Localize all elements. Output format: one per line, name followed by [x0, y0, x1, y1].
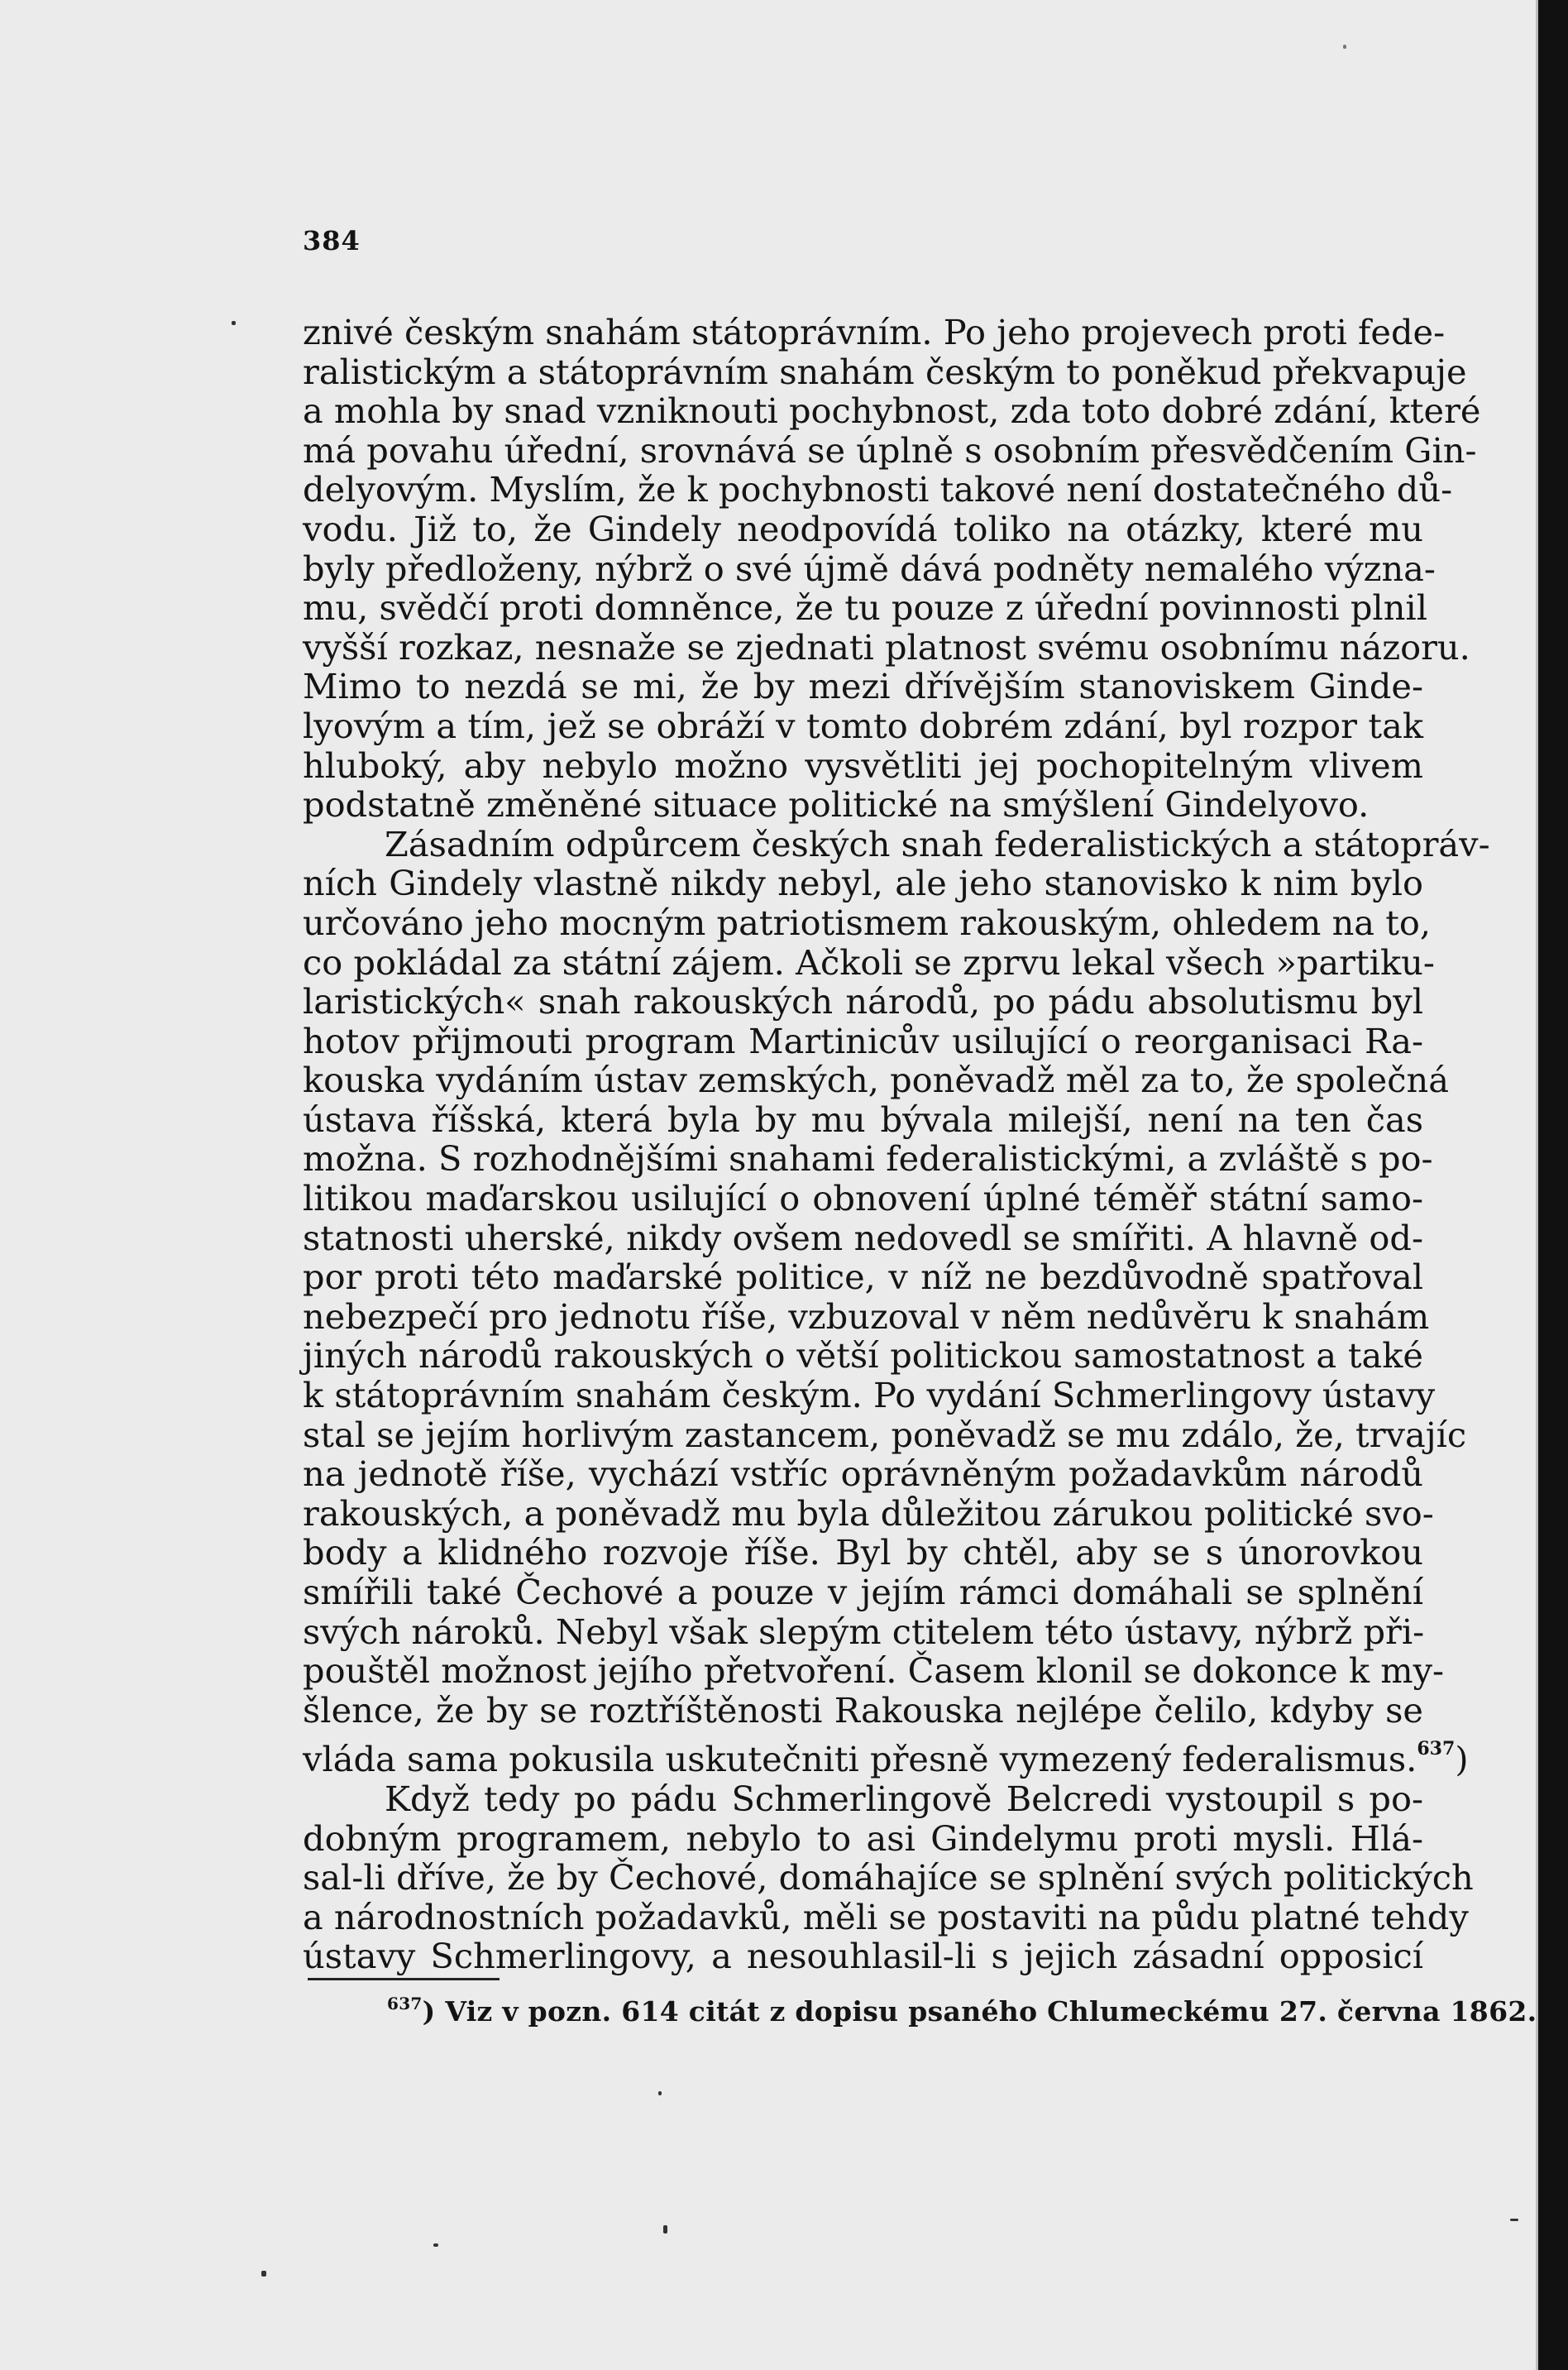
- scan-speck: [658, 2091, 662, 2095]
- text-line: byly předloženy, nýbrž o své újmě dává podněty nemalého význa-: [303, 548, 1436, 589]
- text-line: svých nároků. Nebyl však slepým ctitelem této ústavy, nýbrž při-: [303, 1611, 1425, 1652]
- text-line: hotov přijmouti program Martinicův usilující o reorganisaci Ra-: [303, 1020, 1423, 1061]
- text-line: Mimo to nezdá se mi, že by mezi dřívějším stanoviskem Ginde-: [303, 666, 1423, 707]
- text-line-with-footnote: [303, 1730, 1469, 1780]
- body-text: [303, 312, 1490, 1977]
- text-line: rakouských, a poněvadž mu byla důležitou zárukou politické svo-: [303, 1492, 1434, 1534]
- text-line: podstatně změněné situace politické na smýšlení Gindelyovo.: [303, 784, 1370, 826]
- scan-speck: [1510, 2219, 1518, 2221]
- scan-speck: [433, 2243, 438, 2247]
- text-line: vyšší rozkaz, nesnaže se zjednati platnost svému osobnímu názoru.: [303, 626, 1470, 668]
- text-line: Zásadním odpůrcem českých snah federalistických a státopráv-: [385, 823, 1490, 864]
- text-line: litikou maďarskou usilující o obnovení úplné téměř státní samo-: [303, 1178, 1423, 1219]
- text-line: ústava říšská, která byla by mu bývala milejší, není na ten čas: [303, 1099, 1423, 1140]
- text-line: delyovým. Myslím, že k pochybnosti takové není dostatečného dů-: [303, 469, 1453, 510]
- text-line: na jednotě říše, vychází vstříc oprávněným požadavkům národů: [303, 1453, 1423, 1495]
- footnote-text: Viz v pozn. 614 citát z dopisu psaného Chlumeckému 27. června 1862.: [445, 1995, 1537, 2028]
- footnote-divider: [308, 1978, 500, 1980]
- text-line: jiných národů rakouských o větší politickou samostatnost a také: [303, 1335, 1423, 1377]
- paragraph-3: [303, 1778, 1474, 1977]
- text-line: statnosti uherské, nikdy ovšem nedovedl se smířiti. A hlavně od-: [303, 1217, 1423, 1258]
- footnote-reference: 637: [1417, 1738, 1456, 1760]
- text-line: co pokládal za státní zájem. Ačkoli se zprvu lekal všech »partiku-: [303, 941, 1435, 983]
- text-line: hluboký, aby nebylo možno vysvětliti jej pochopitelným vlivem: [303, 745, 1423, 786]
- footnote-mark: 637: [387, 1994, 423, 2013]
- text-line: určováno jeho mocným patriotismem rakouským, ohledem na to,: [303, 902, 1432, 943]
- text-line: por proti této maďarské politice, v níž ne bezdůvodně spatřoval: [303, 1257, 1423, 1298]
- scan-speck: [1343, 45, 1346, 49]
- text-line: ních Gindely vlastně nikdy nebyl, ale jeho stanovisko k nim bylo: [303, 863, 1423, 904]
- text-line: laristických« snah rakouských národů, po pádu absolutismu byl: [303, 981, 1423, 1022]
- text-line: dobným programem, nebylo to asi Gindelymu proti mysli. Hlá-: [303, 1817, 1423, 1859]
- text-line: nebezpečí pro jednotu říše, vzbuzoval v něm nedůvěru k snahám: [303, 1295, 1430, 1337]
- text-line: mu, svědčí proti domněnce, že tu pouze z úřední povinnosti plnil: [303, 587, 1427, 629]
- text-line: sal-li dříve, že by Čechové, domáhajíce se splnění svých politických: [303, 1857, 1474, 1898]
- text-line: vodu. Již to, že Gindely neodpovídá toliko na otázky, které mu: [303, 508, 1423, 549]
- scan-speck: [663, 2225, 667, 2234]
- closing-paren: ): [1455, 1739, 1469, 1780]
- text-line: lyovým a tím, jež se obráží v tomto dobrém zdání, byl rozpor tak: [303, 705, 1423, 746]
- text-line: smířili také Čechové a pouze v jejím rámci domáhali se splnění: [303, 1572, 1423, 1612]
- text-line: ústavy Schmerlingovy, a nesouhlasil-li s jejich zásadní opposicí: [303, 1936, 1423, 1977]
- paragraph-1: [303, 312, 1481, 826]
- text-line: ralistickým a státoprávním snahám českým to poněkud překvapuje: [303, 351, 1467, 392]
- paragraph-2: [303, 823, 1490, 1780]
- page-number: 384: [303, 225, 361, 256]
- footnote-paren: ): [422, 1995, 436, 2028]
- footnote: [387, 1994, 1537, 2028]
- text-line: body a klidného rozvoje říše. Byl by chtěl, aby se s únorovkou: [303, 1532, 1423, 1573]
- text-line-content: vláda sama pokusila uskutečniti přesně vymezený federalismus.: [303, 1739, 1417, 1780]
- scan-speck: [232, 321, 236, 325]
- scan-speck: [261, 2271, 266, 2277]
- text-line: šlence, že by se roztříštěnosti Rakouska nejlépe čelilo, kdyby se: [303, 1689, 1423, 1731]
- scan-border: [1538, 0, 1568, 2370]
- text-line: a národnostních požadavků, měli se postaviti na půdu platné tehdy: [303, 1896, 1469, 1937]
- text-line: a mohla by snad vzniknouti pochybnost, zda toto dobré zdání, které: [303, 390, 1481, 432]
- text-line: má povahu úřední, srovnává se úplně s osobním přesvědčením Gin-: [303, 429, 1477, 471]
- text-line: znivé českým snahám státoprávním. Po jeho projevech proti fede-: [303, 312, 1446, 352]
- text-line: kouska vydáním ústav zemských, poněvadž měl za to, že společná: [303, 1060, 1449, 1101]
- text-line: k státoprávním snahám českým. Po vydání Schmerlingovy ústavy: [303, 1375, 1436, 1416]
- text-line: možna. S rozhodnějšími snahami federalistickými, a zvláště s po-: [303, 1138, 1433, 1180]
- text-line: stal se jejím horlivým zastancem, poněvadž se mu zdálo, že, trvajíc: [303, 1414, 1467, 1455]
- text-line: Když tedy po pádu Schmerlingově Belcredi vystoupil s po-: [385, 1778, 1423, 1819]
- text-line: pouštěl možnost jejího přetvoření. Časem klonil se dokonce k my-: [303, 1650, 1445, 1692]
